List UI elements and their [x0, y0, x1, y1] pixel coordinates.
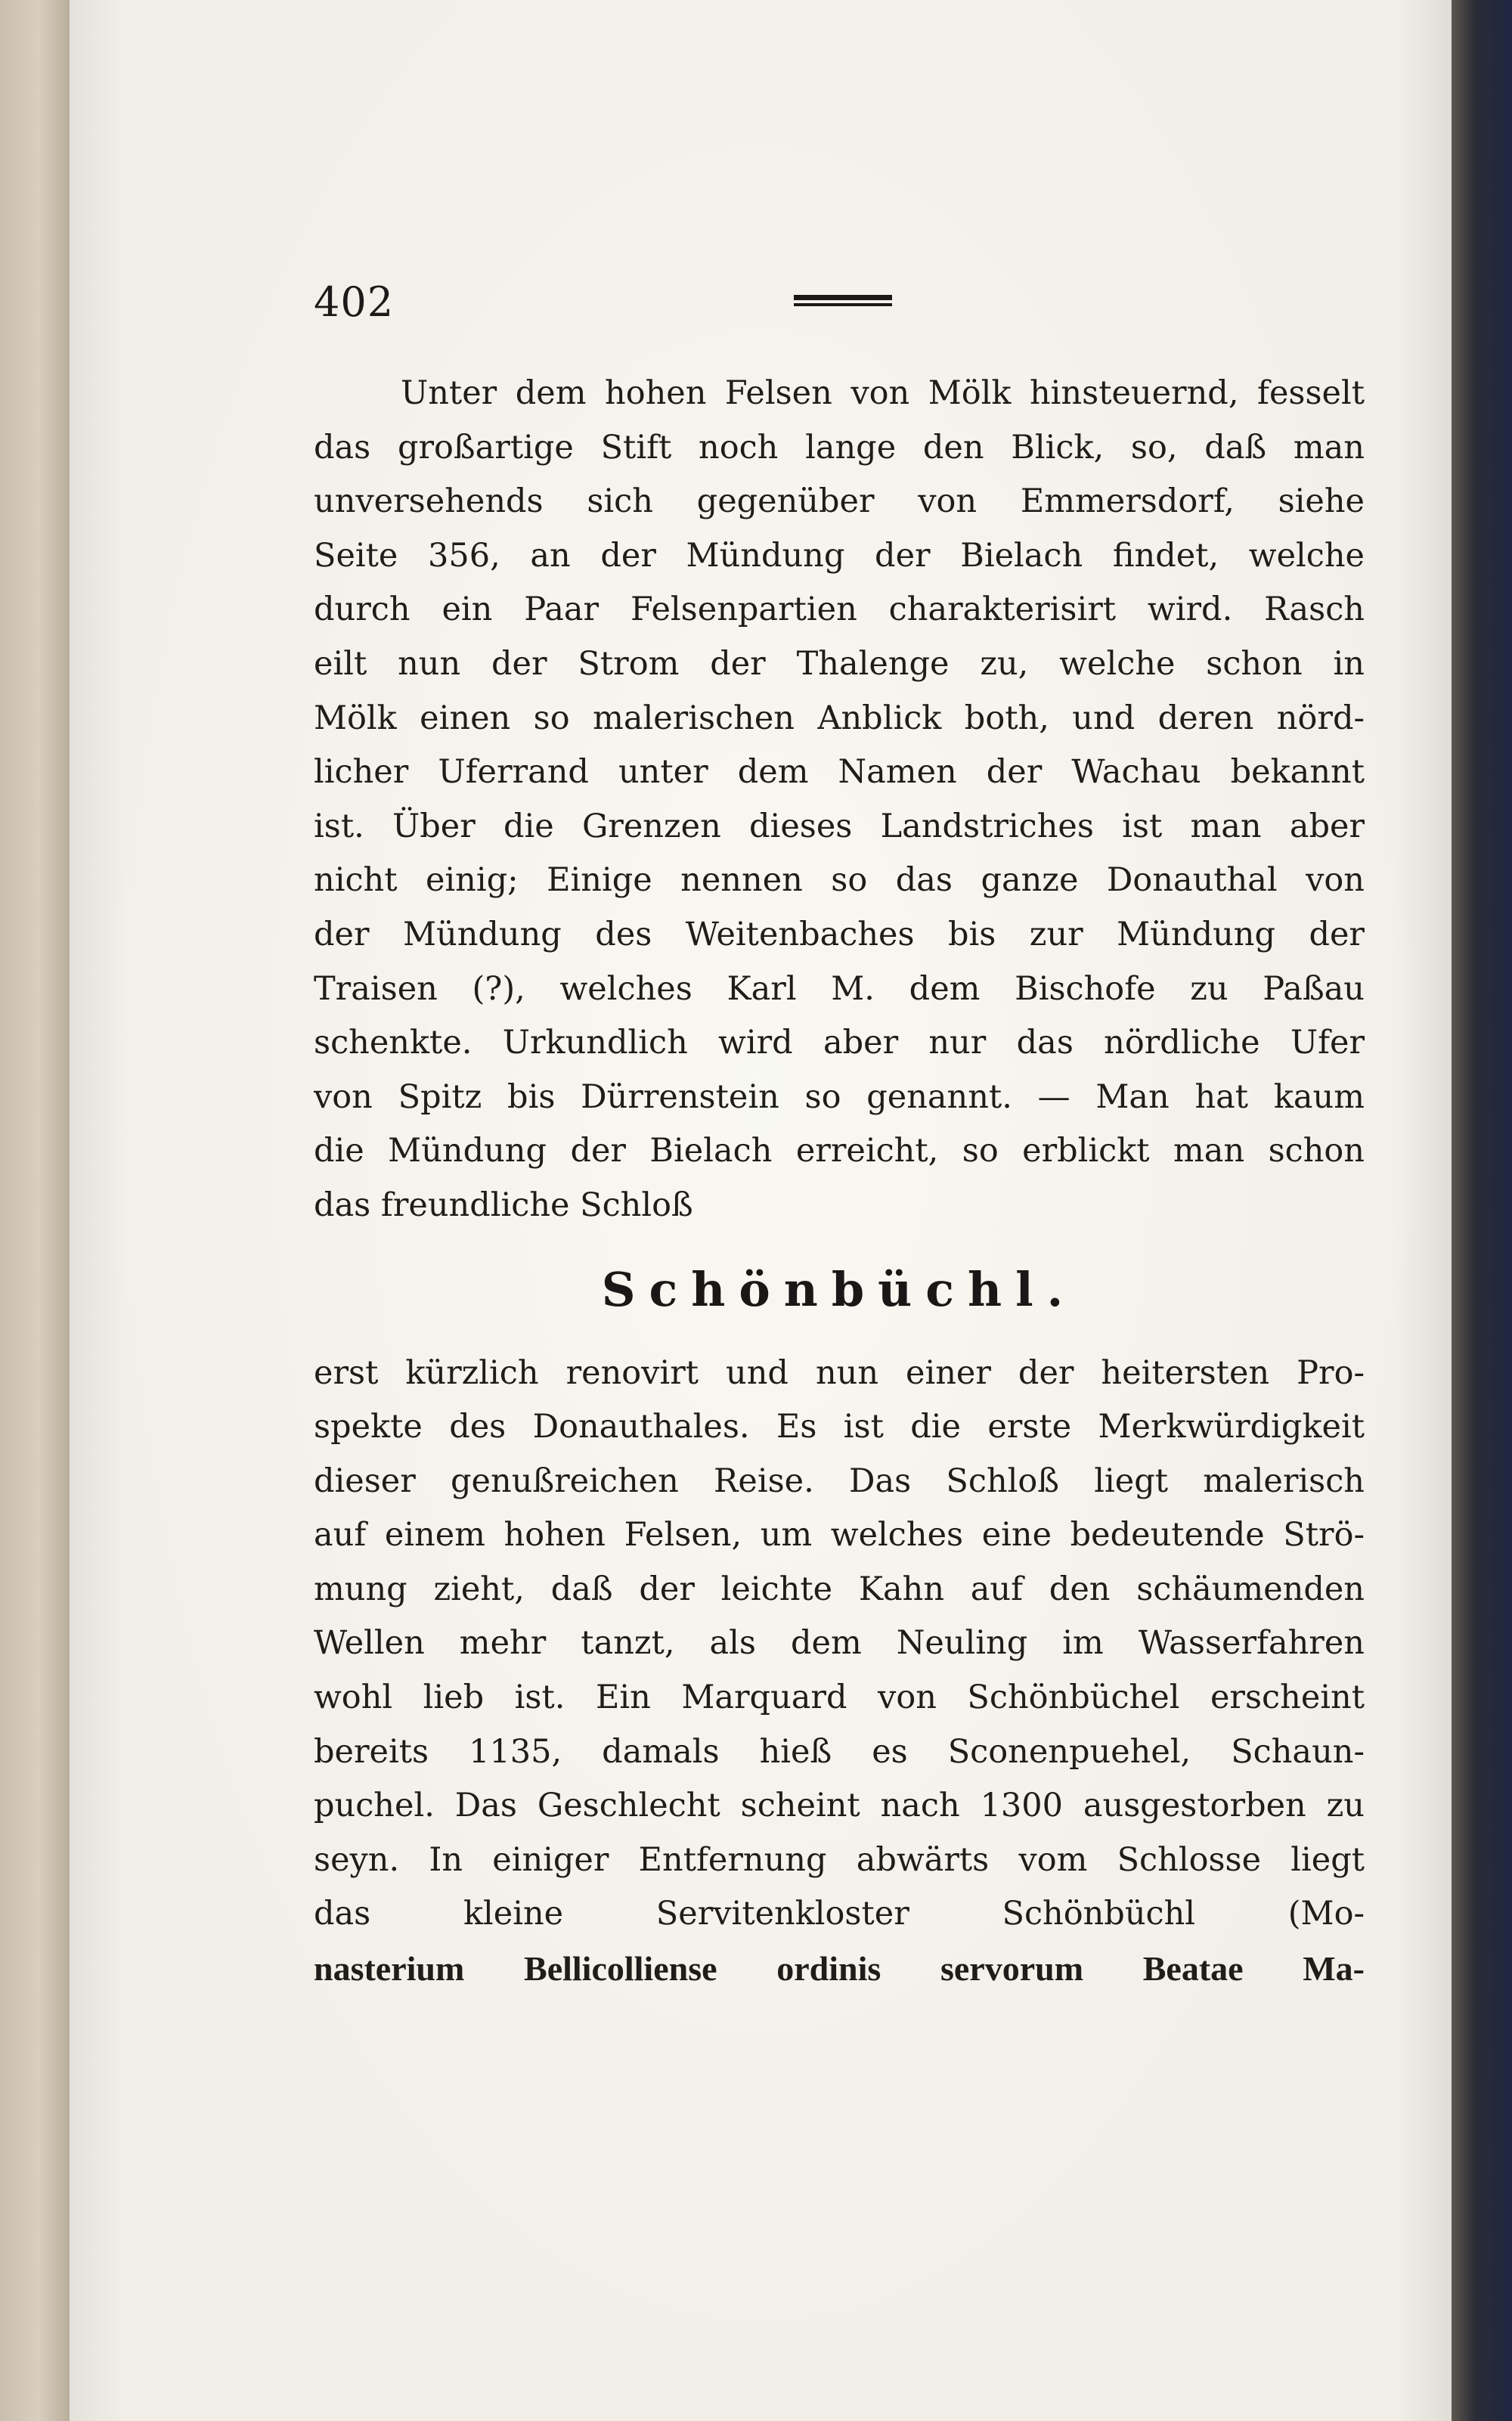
text-line: das kleine Servitenkloster Schönbüchl (Mo-	[314, 1895, 1365, 1933]
text-line: nicht einig; Einige nennen so das ganze Donauthal von	[314, 861, 1365, 900]
text-line: die Mündung der Bielach erreicht, so erblickt man schon	[314, 1132, 1365, 1170]
text-line: auf einem hohen Felsen, um welches eine bedeutende Strö-	[314, 1516, 1365, 1555]
text-line: licher Uferrand unter dem Namen der Wachau bekannt	[314, 753, 1365, 792]
text-line: seyn. In einiger Entfernung abwärts vom Schlosse liegt	[314, 1840, 1365, 1879]
text-line: spekte des Donauthales. Es ist die erste Merkwürdigkeit	[314, 1408, 1365, 1446]
text-line: unversehends sich gegenüber von Emmersdorf, siehe	[314, 482, 1365, 521]
text-line: Unter dem hohen Felsen von Mölk hinsteuernd, fesselt	[401, 374, 1365, 412]
book-edge-left	[0, 0, 70, 2421]
text-line: mung zieht, daß der leichte Kahn auf den schäumenden	[314, 1570, 1365, 1608]
text-line: nasterium Bellicolliense ordinis servorum Beatae Ma-	[314, 1949, 1365, 1989]
text-line: Wellen mehr tanzt, als dem Neuling im Wasserfahren	[314, 1624, 1365, 1663]
text-line: wohl lieb ist. Ein Marquard von Schönbüchel erscheint	[314, 1679, 1365, 1717]
text-line: Mölk einen so malerischen Anblick both, und deren nörd-	[314, 699, 1365, 737]
book-edge-right	[1452, 0, 1512, 2421]
page-number: 402	[314, 278, 395, 326]
text-line: Seite 356, an der Mündung der Bielach findet, welche	[314, 536, 1365, 575]
page-text	[314, 367, 1365, 1996]
text-line: das freundliche Schloß	[314, 1186, 693, 1224]
text-line: dieser genußreichen Reise. Das Schloß liegt malerisch	[314, 1462, 1365, 1500]
text-line: ist. Über die Grenzen dieses Landstriches ist man aber	[314, 807, 1365, 845]
text-line: bereits 1135, damals hieß es Sconenpuehel, Schaun-	[314, 1732, 1365, 1771]
text-line: puchel. Das Geschlecht scheint nach 1300 ausgestorben zu	[314, 1787, 1365, 1825]
text-line: erst kürzlich renovirt und nun einer der heitersten Pro-	[314, 1353, 1365, 1392]
text-line: durch ein Paar Felsenpartien charakterisirt wird. Rasch	[314, 591, 1365, 629]
section-heading: Schönbüchl.	[601, 1261, 1077, 1317]
text-line: der Mündung des Weitenbaches bis zur Mündung der	[314, 915, 1365, 953]
text-line: eilt nun der Strom der Thalenge zu, welche schon in	[314, 644, 1365, 683]
header-double-rule	[794, 295, 892, 312]
page-header	[314, 278, 1365, 331]
text-line: Traisen (?), welches Karl M. dem Bischofe zu Paßau	[314, 969, 1365, 1008]
text-line: schenkte. Urkundlich wird aber nur das nördliche Ufer	[314, 1024, 1365, 1062]
text-line: von Spitz bis Dürrenstein so genannt. — Man hat kaum	[314, 1077, 1365, 1116]
text-line: das großartige Stift noch lange den Blick, so, daß man	[314, 428, 1365, 467]
